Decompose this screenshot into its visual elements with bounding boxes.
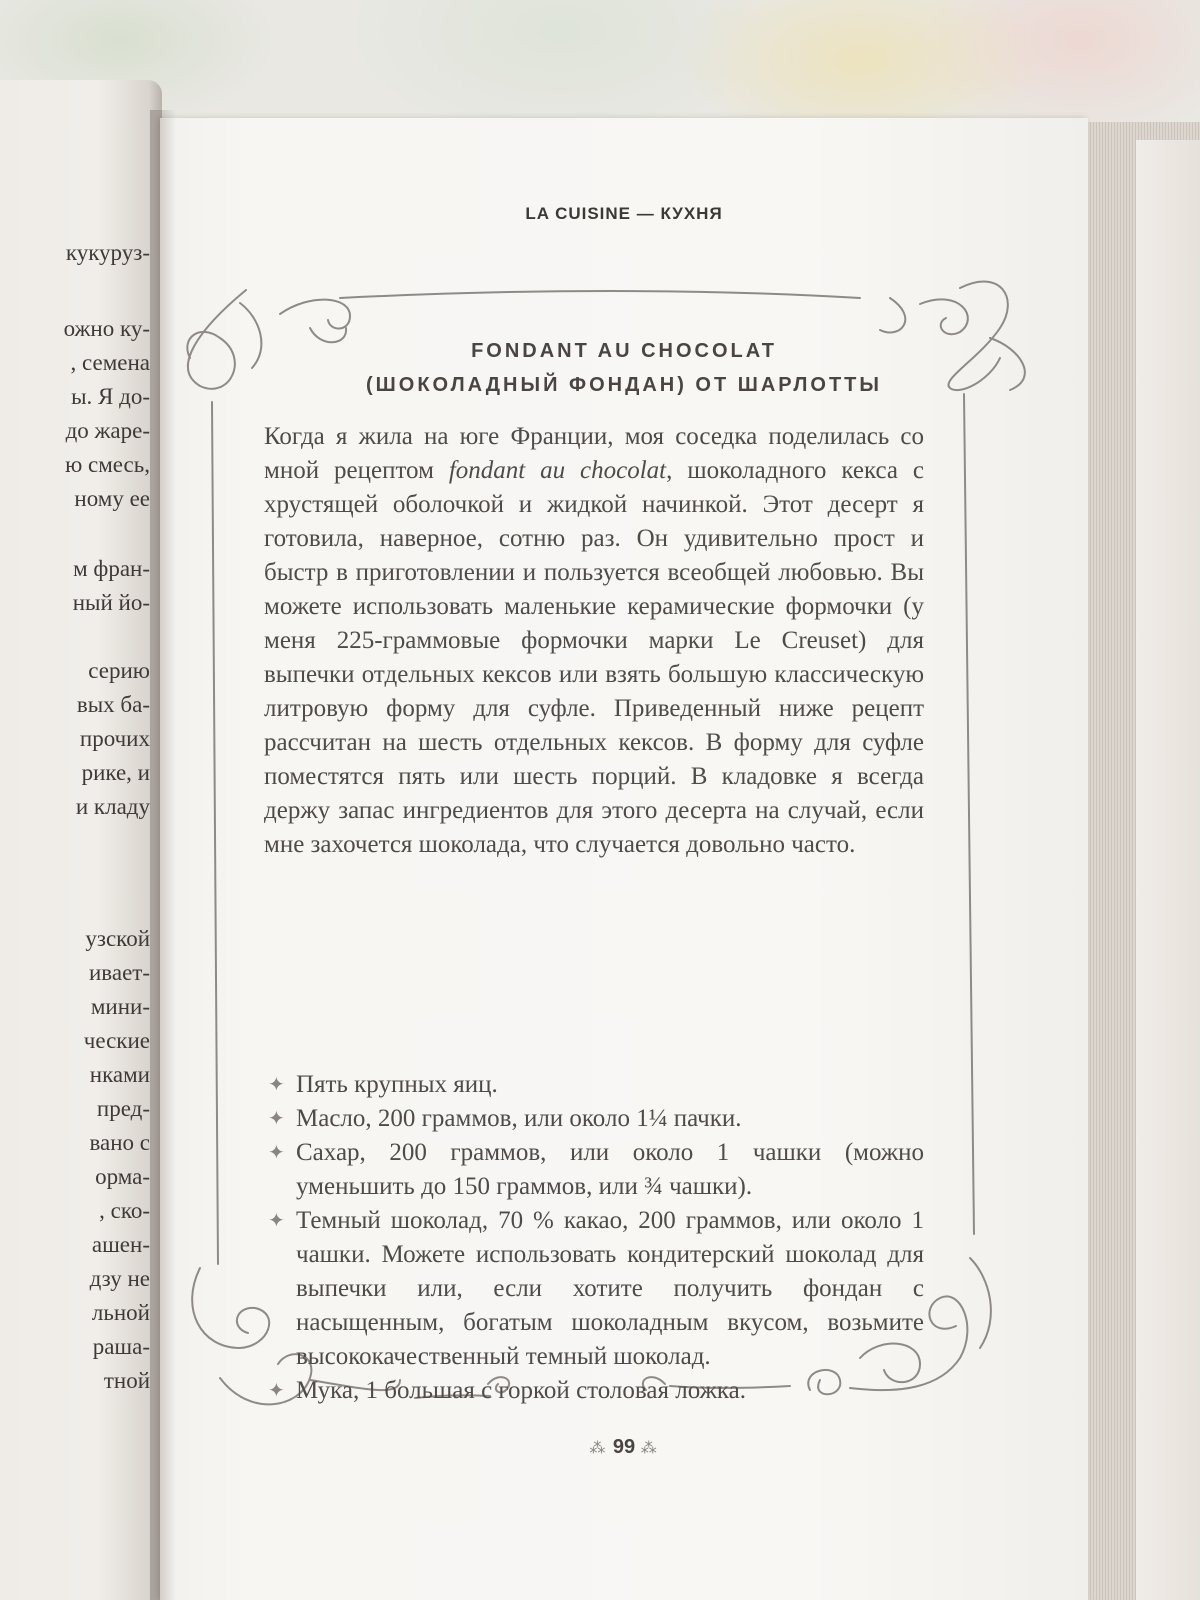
left-page-line: м фран- xyxy=(73,556,150,581)
left-page-line: ивает- xyxy=(89,960,150,985)
ingredient-text: Пять крупных яиц. xyxy=(296,1071,498,1098)
left-page-line: дзу не xyxy=(89,1266,150,1291)
page-number-ornament-right: ⁂ xyxy=(640,1440,659,1457)
left-page-line: ю смесь, xyxy=(65,452,150,477)
left-page-line: нками xyxy=(89,1062,150,1087)
page-number-ornament-left: ⁂ xyxy=(589,1440,608,1457)
intro-text-end: , шоколадного кекса с хрустящей оболочкой и жидкой начинкой. Этот десерт я готовила, наверное, сотню раз. Он удивительно прост и быстр в приготовлении и пользуется всеобщей любовью. Вы можете использовать маленькие керамические формочки (у меня 225-граммовые формочки марки Le Creuset) для выпечки отдельных кексов или взять большую классическую литровую форму для суфле. Приведенный ниже рецепт рассчитан на шесть отдельных кексов. В форму для суфле поместятся пять или шесть порций. В кладовке я всегда держу запас ингредиентов для этого десерта на случай, если мне захочется шоколада, что случается довольно часто. xyxy=(264,457,924,858)
frame-top-rule xyxy=(340,291,860,298)
ingredient-text: Темный шоколад, 70 % какао, 200 граммов, или около 1 чашки. Можете использовать кондитерский шоколад для выпечки или, если хотите получить фондан с насыщенным, богатым шоколадным вкусом, возьмите высококачественный темный шоколад. xyxy=(296,1207,924,1370)
left-page-line: серию xyxy=(88,658,150,683)
left-page-line: до жаре- xyxy=(65,418,150,443)
bullet-star-icon: ✦ xyxy=(268,1380,285,1402)
left-page-line: льной xyxy=(91,1300,150,1325)
left-page-line: рике, и xyxy=(81,760,150,785)
left-page-line: кукуруз- xyxy=(65,240,150,265)
recipe-title-line2: (ШОКОЛАДНЫЙ ФОНДАН) ОТ ШАРЛОТТЫ xyxy=(366,374,882,396)
left-page-line: тной xyxy=(103,1368,150,1393)
ingredient-text: Сахар, 200 граммов, или около 1 чашки (можно уменьшить до 150 граммов, или ¾ чашки). xyxy=(296,1139,924,1200)
ingredient-list xyxy=(268,1068,924,1408)
left-page-line: и кладу xyxy=(75,794,150,819)
ingredient-item xyxy=(268,1374,924,1408)
ingredient-item xyxy=(268,1136,924,1204)
book-gutter-shadow xyxy=(150,110,176,1600)
intro-italic-term: fondant au chocolat xyxy=(448,457,667,484)
left-page-line: ашен- xyxy=(91,1232,150,1257)
left-page-line: узской xyxy=(85,926,150,951)
left-page-line: пред- xyxy=(96,1096,150,1121)
recipe-intro-paragraph xyxy=(264,420,924,862)
left-page-line: ожно ку- xyxy=(63,316,150,341)
recipe-title-line1: FONDANT AU CHOCOLAT xyxy=(471,340,777,362)
left-page-line: вано с xyxy=(89,1130,150,1155)
running-head: LA CUISINE — КУХНЯ xyxy=(525,204,723,223)
left-page-line: орма- xyxy=(95,1164,150,1189)
left-page-line: ческие xyxy=(83,1028,150,1053)
ingredient-text: Масло, 200 граммов, или около 1¼ пачки. xyxy=(296,1105,742,1132)
ingredient-item xyxy=(268,1102,924,1136)
page-number-footer xyxy=(160,1436,1088,1459)
frame-right-rule xyxy=(964,394,974,1234)
left-page-line: вых ба- xyxy=(76,692,150,717)
frame-flourish-bottom-left xyxy=(192,1268,269,1348)
bullet-star-icon: ✦ xyxy=(268,1142,285,1164)
left-page-line: ный йо- xyxy=(72,590,150,615)
page-edges-back xyxy=(1136,140,1200,1600)
frame-left-rule xyxy=(212,402,218,1264)
left-page-line: мини- xyxy=(90,994,150,1019)
bullet-star-icon: ✦ xyxy=(268,1210,285,1232)
left-page-line: раша- xyxy=(92,1334,150,1359)
bullet-star-icon: ✦ xyxy=(268,1074,285,1096)
ingredient-item xyxy=(268,1204,924,1374)
ingredient-item xyxy=(268,1068,924,1102)
left-page-line: прочих xyxy=(79,726,150,751)
frame-flourish-top-right xyxy=(920,299,968,334)
left-page-line: , ско- xyxy=(99,1198,150,1223)
page-number: 99 xyxy=(612,1436,636,1458)
left-page xyxy=(0,80,162,1600)
left-page-line: ному ее xyxy=(74,486,150,511)
right-page xyxy=(160,118,1088,1600)
intro-text-start: Когда я жила на юге Франции, моя соседка поделилась со мной рецептом xyxy=(264,423,924,484)
left-page-line: , семена xyxy=(70,350,150,375)
left-page-line: ы. Я до- xyxy=(71,384,150,409)
bullet-star-icon: ✦ xyxy=(268,1108,285,1130)
ingredient-text: Мука, 1 большая с горкой столовая ложка. xyxy=(296,1377,746,1404)
